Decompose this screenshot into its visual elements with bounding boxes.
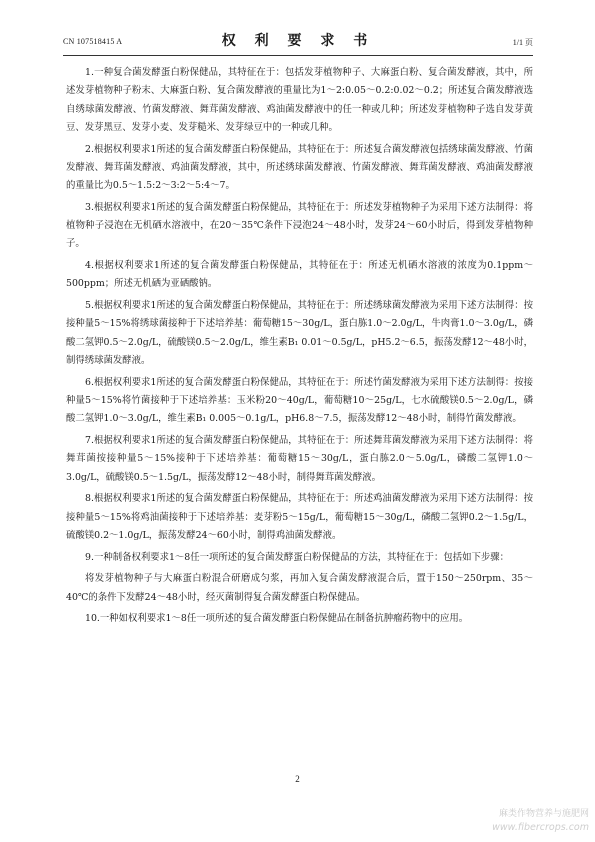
claim-1: 1.一种复合菌发酵蛋白粉保健品，其特征在于：包括发芽植物种子、大麻蛋白粉、复合菌发酵液，其中，所述发芽植物种子粉末、大麻蛋白粉、复合菌发酵液的重量比为1～2:0.05～0.2:0.02～0.2；所述复合菌发酵液选自绣球菌发酵液、竹菌发酵液、舞茸菌发酵液、鸡油菌发酵液中的任一种或几种；所述发芽植物种子选自发芽黄豆、发芽黑豆、发芽小麦、发芽糙米、发芽绿豆中的一种或几种。 <box>66 67 533 133</box>
claim-4: 4.根据权利要求1所述的复合菌发酵蛋白粉保健品，其特征在于：所述无机硒水溶液的浓度为0.1ppm～500ppm；所述无机硒为亚硒酸钠。 <box>66 260 533 290</box>
header-divider <box>63 55 533 56</box>
page-reference: 1/1 页 <box>512 38 533 47</box>
claim-3: 3.根据权利要求1所述的复合菌发酵蛋白粉保健品，其特征在于：所述发芽植物种子为采用下述方法制得：将植物种子浸泡在无机硒水溶液中，在20～35℃条件下浸泡24～48小时，发芽24～60小时后，得到发芽植物种子。 <box>66 201 533 250</box>
claim-6: 6.根据权利要求1所述的复合菌发酵蛋白粉保健品，其特征在于：所述竹菌发酵液为采用下述方法制得：按接种量5～15%将竹菌接种于下述培养基：玉米粉20～40g/L，葡萄糖10～25g/L，七水硫酸镁0.5～2.0g/L，磷酸二氢钾1.0～3.0g/L，维生素B₁ 0.005～0.1g/L，pH6.8～7.5，振荡发酵12～48小时，制得竹菌发酵液。 <box>66 376 533 425</box>
claims-body <box>66 64 533 632</box>
document-title: 权 利 要 求 书 <box>221 33 375 49</box>
document-number: CN 107518415 A <box>63 37 123 46</box>
claim-7: 7.根据权利要求1所述的复合菌发酵蛋白粉保健品，其特征在于：所述舞茸菌发酵液为采用下述方法制得：将舞茸菌按接种量5～15%接种于下述培养基：葡萄糖15～30g/L，蛋白胨2.0～5.0g/L，磷酸二氢钾1.0～3.0g/L，硫酸镁0.5～1.5g/L，振荡发酵12～48小时，制得舞茸菌发酵液。 <box>66 434 533 483</box>
claim-8: 8.根据权利要求1所述的复合菌发酵蛋白粉保健品，其特征在于：所述鸡油菌发酵液为采用下述方法制得：按接种量5～15%将鸡油菌接种于下述培养基：麦芽粉5～15g/L，葡萄糖15～30g/L，磷酸二氢钾0.2～1.5g/L，硫酸镁0.2～1.0g/L，振荡发酵24～60小时，制得鸡油菌发酵液。 <box>66 493 533 541</box>
page-number: 2 <box>295 774 300 784</box>
site-watermark <box>492 808 589 834</box>
claim-9-step: 将发芽植物种子与大麻蛋白粉混合研磨成匀浆，再加入复合菌发酵液混合后，置于150～250rpm、35～40℃的条件下发酵24～48小时，经灭菌制得复合菌发酵蛋白粉保健品。 <box>66 573 533 603</box>
watermark-site-name: 麻类作物营养与施肥网 <box>498 809 589 819</box>
claim-5: 5.根据权利要求1所述的复合菌发酵蛋白粉保健品，其特征在于：所述绣球菌发酵液为采用下述方法制得：按接种量5～15%将绣球菌接种于下述培养基：葡萄糖15～30g/L，蛋白胨1.0～2.0g/L，牛肉膏1.0～3.0g/L，磷酸二氢钾0.5～2.0g/L，硫酸镁0.5～2.0g/L，维生素B₁ 0.01～0.5g/L，pH5.2～6.5，振荡发酵12～48小时，制得绣球菌发酵液。 <box>66 300 533 367</box>
claim-10: 10.一种如权利要求1～8任一项所述的复合菌发酵蛋白粉保健品在制备抗肿瘤药物中的应用。 <box>85 613 469 625</box>
watermark-url: www.fibercrops.com <box>492 822 589 833</box>
page-header <box>63 28 533 50</box>
claim-2: 2.根据权利要求1所述的复合菌发酵蛋白粉保健品，其特征在于：所述复合菌发酵液包括绣球菌发酵液、竹菌发酵液、舞茸菌发酵液、鸡油菌发酵液，其中，所述绣球菌发酵液、竹菌发酵液、舞茸菌发酵液、鸡油菌发酵液的重量比为0.5～1.5:2～3:2～5:4～7。 <box>66 143 533 192</box>
claim-9: 9.一种制备权利要求1～8任一项所述的复合菌发酵蛋白粉保健品的方法，其特征在于：包括如下步骤： <box>85 551 510 563</box>
